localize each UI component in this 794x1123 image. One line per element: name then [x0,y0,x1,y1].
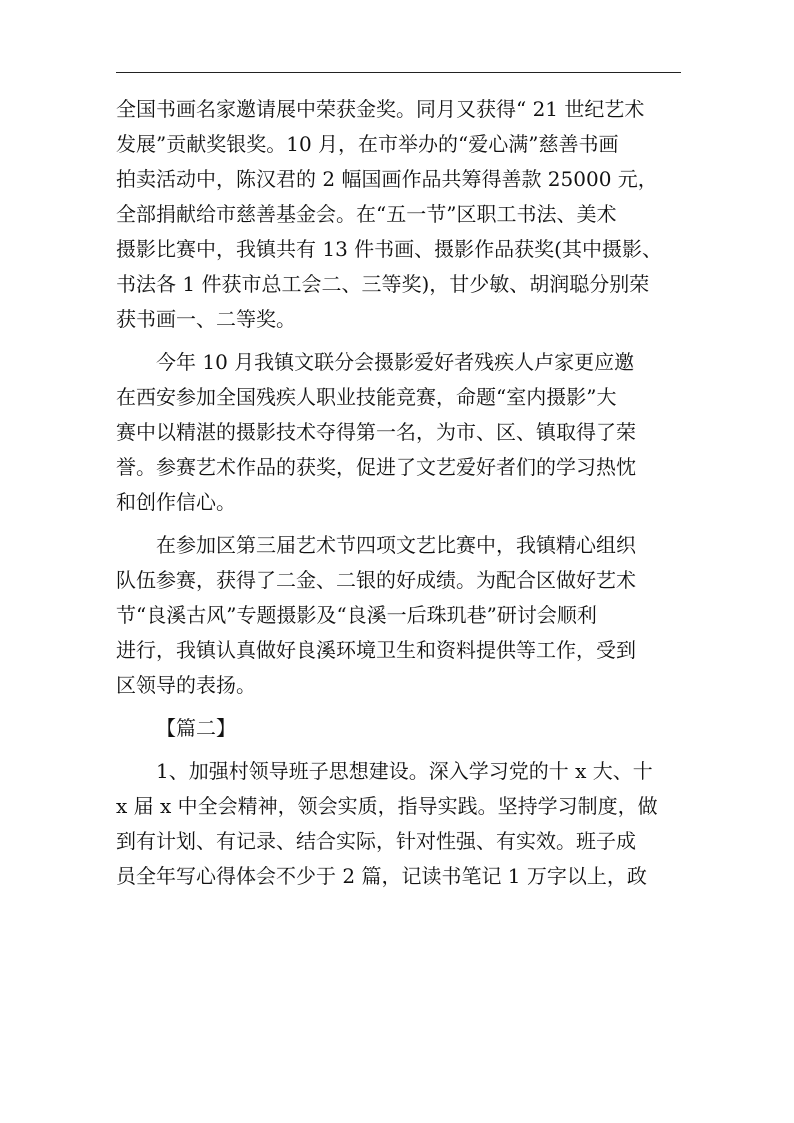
text-line: 全国书画名家邀请展中荣获金奖。同月又获得“ 21 世纪艺术 [116,97,645,121]
text-line: 员全年写心得体会不少于 2 篇，记读书笔记 1 万字以上，政 [116,864,647,888]
paragraph-1 [116,92,686,337]
paragraph-2 [116,345,686,520]
text-line: 发展”贡献奖银奖。10 月，在市举办的“爱心满”慈善书画 [116,132,619,156]
text-line: 摄影比赛中，我镇共有 13 件书画、摄影作品获奖(其中摄影、 [116,237,662,261]
text-line: 书法各 1 件获市总工会二、三等奖)，甘少敏、胡润聪分别荣 [116,272,650,296]
text-line: 节“良溪古风”专题摄影及“良溪一后珠玑巷”研讨会顺利 [116,603,597,627]
text-line: x 届 x 中全会精神，领会实质，指导实践。坚持学习制度，做 [116,794,658,818]
text-line: 全部捐献给市慈善基金会。在“五一节”区职工书法、美术 [116,202,617,226]
text-line: 到有计划、有记录、结合实际，针对性强、有实效。班子成 [116,829,636,853]
text-line: 1、加强村领导班子思想建设。深入学习党的十 x 大、十 [156,759,653,783]
text-line: 和创作信心。 [116,490,236,514]
text-line: 拍卖活动中，陈汉君的 2 幅国画作品共筹得善款 25000 元， [116,167,658,191]
section-heading-text: 【篇二】 [156,716,236,740]
text-line: 誉。参赛艺术作品的获奖，促进了文艺爱好者们的学习热忱 [116,455,636,479]
text-line: 获书画一、二等奖。 [116,307,296,331]
text-line: 赛中以精湛的摄影技术夺得第一名，为市、区、镇取得了荣 [116,420,636,444]
text-line: 在西安参加全国残疾人职业技能竞赛，命题“室内摄影”大 [116,385,617,409]
paragraph-4 [116,754,686,894]
document-body [116,92,686,894]
text-line: 在参加区第三届艺术节四项文艺比赛中，我镇精心组织 [156,533,636,557]
paragraph-3 [116,528,686,703]
header-rule [116,72,681,73]
text-line: 进行，我镇认真做好良溪环境卫生和资料提供等工作，受到 [116,638,636,662]
text-line: 今年 10 月我镇文联分会摄影爱好者残疾人卢家更应邀 [156,350,635,374]
text-line: 区领导的表扬。 [116,673,256,697]
text-line: 队伍参赛，获得了二金、二银的好成绩。为配合区做好艺术 [116,568,636,592]
section-heading [116,711,686,746]
